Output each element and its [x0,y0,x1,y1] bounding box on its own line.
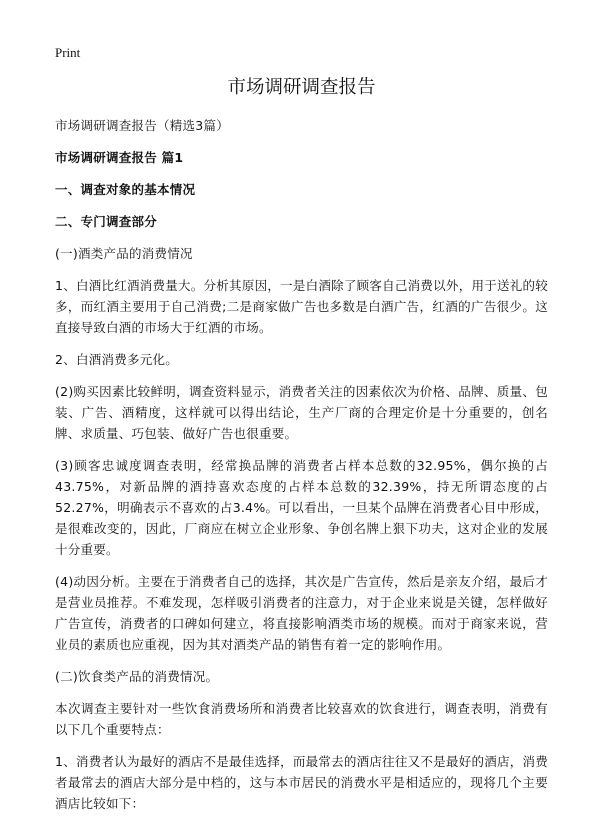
heading-special-survey: 二、专门调查部分 [55,214,158,229]
paragraph-baijiu-vs-wine: 1、白酒比红酒消费量大。分析其原因，一是白酒除了顾客自己消费以外，用于送礼的较多，而红酒主要用于自己消费;二是商家做广告也多数是白酒广告，红酒的广告很少。这直接导致白酒的市场大于红酒的市场。 [55,278,548,335]
paragraph-customer-loyalty: (3)顾客忠诚度调查表明，经常换品牌的消费者占样本总数的32.95%，偶尔换的占43.75%，对新品牌的酒持喜欢态度的占样本总数的32.39%，持无所谓态度的占52.27%，明确表示不喜欢的占3.4%。可以看出，一旦某个品牌在消费者心目中形成，是很难改变的，因此，厂商应在树立企业形象、争创名牌上狠下功夫，这对企业的发展十分重要。 [55,458,548,557]
subheading-alcohol: (一)酒类产品的消费情况 [55,246,193,261]
paragraph-motive-analysis: (4)动因分析。主要在于消费者自己的选择，其次是广告宣传，然后是亲友介绍，最后才是营业员推荐。不难发现，怎样吸引消费者的注意力，对于企业来说是关键，怎样做好广告宣传，消费者的口碑如何建立，将直接影响酒类市场的规模。而对于商家来说，营业员的素质也应重视，因为其对酒类产品的销售有着一定的影响作用。 [55,574,548,652]
print-label[interactable]: Print [55,45,81,60]
paragraph-restaurant-choice: 1、消费者认为最好的酒店不是最佳选择，而最常去的酒店往往又不是最好的酒店，消费者最常去的酒店大部分是中档的，这与本市居民的消费水平是相适应的，现将几个主要酒店比较如下： [55,754,548,811]
paragraph-food-survey: 本次调查主要针对一些饮食消费场所和消费者比较喜欢的饮食进行，调查表明，消费有以下几个重要特点： [55,701,548,737]
heading-basic-info: 一、调查对象的基本情况 [55,182,196,197]
paragraph-baijiu-diversified: 2、白酒消费多元化。 [55,352,178,367]
paragraph-purchase-factors: (2)购买因素比较鲜明，调查资料显示，消费者关注的因素依次为价格、品牌、质量、包装、广告、酒精度，这样就可以得出结论，生产厂商的合理定价是十分重要的，创名牌、求质量、巧包装、做好广告也很重要。 [55,384,548,441]
document-subtitle: 市场调研调查报告（精选3篇） [55,118,229,133]
section-heading: 市场调研调查报告 篇1 [55,150,184,165]
document-title: 市场调研调查报告 [227,77,376,98]
subheading-food: (二)饮食类产品的消费情况。 [55,669,219,684]
